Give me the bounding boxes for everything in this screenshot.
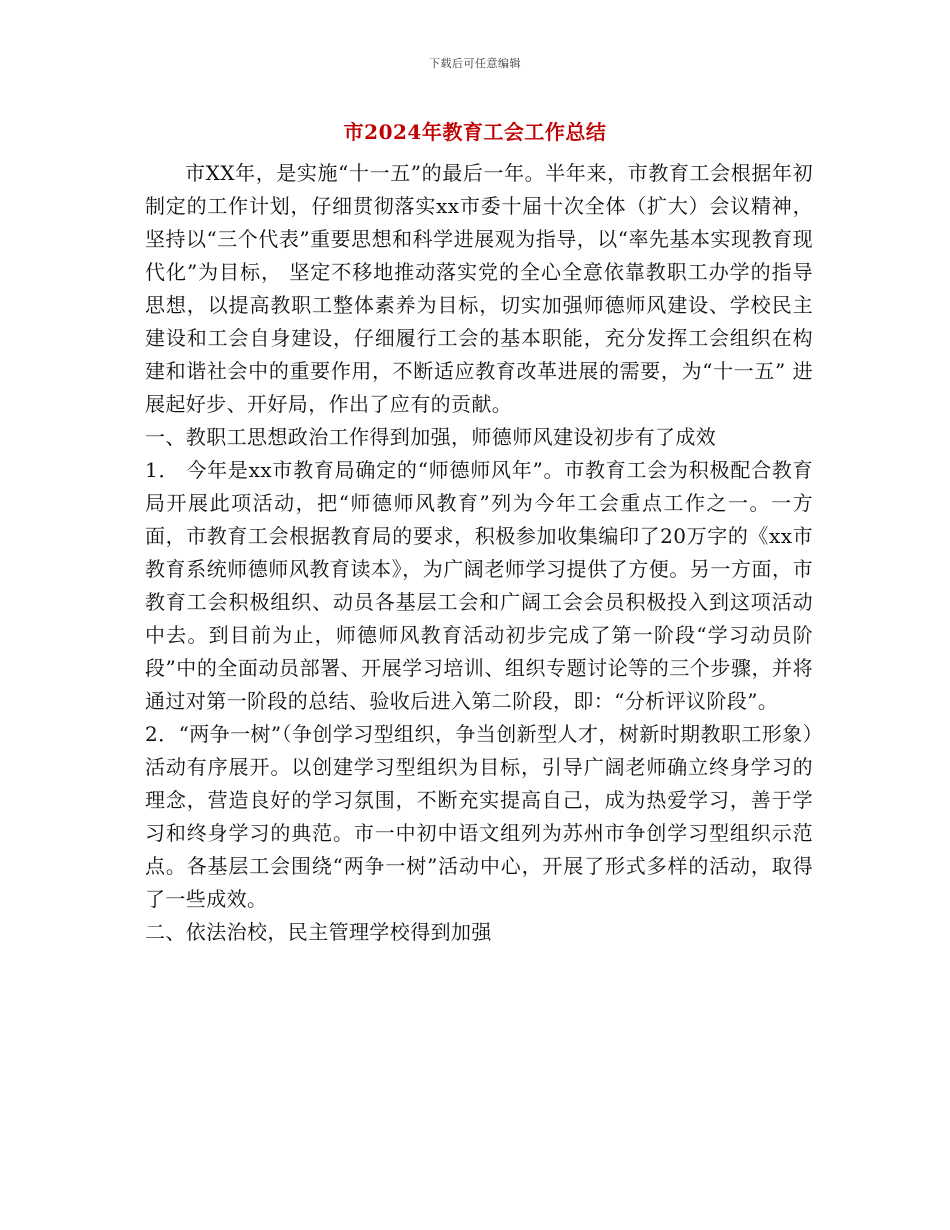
section-heading-1: 一、教职工思想政治工作得到加强，师德师风建设初步有了成效 <box>145 425 717 449</box>
numbered-paragraph-2: 2．“两争一树”（争创学习型组织，争当创新型人才，树新时期教职工形象）活动有序展开。以创建学习型组织为目标，引导广阔老师确立终身学习的理念，营造良好的学习氛围，不断充实提高自己，成为热爱学习，善于学习和终身学习的典范。市一中初中语文组列为苏州市争创学习型组织示范点。各基层工会围绕“两争一树”活动中心，开展了形式多样的活动，取得了一些成效。 <box>145 722 813 911</box>
document-body <box>145 157 813 949</box>
header-note: 下载后可任意编辑 <box>429 57 521 70</box>
intro-paragraph: 市XX年，是实施“十一五”的最后一年。半年来，市教育工会根据年初制定的工作计划，仔细贯彻落实xx市委十届十次全体（扩大）会议精神，坚持以“三个代表”重要思想和科学进展观为指导，以“率先基本实现教育现代化”为目标， 坚定不移地推动落实党的全心全意依靠教职工办学的指导思想，以提高教职工整体素养为目标，切实加强师德师风建设、学校民主建设和工会自身建设，仔细履行工会的基本职能，充分发挥工会组织在构建和谐社会中的重要作用，不断适应教育改革进展的需要，为“十一五” 进展起好步、开好局，作出了应有的贡献。 <box>145 161 813 416</box>
numbered-paragraph-1: 1． 今年是xx市教育局确定的“师德师风年”。市教育工会为积极配合教育局开展此项活动，把“师德师风教育”列为今年工会重点工作之一。一方面，市教育工会根据教育局的要求，积极参加收集编印了20万字的《xx市教育系统师德师风教育读本》，为广阔老师学习提供了方便。另一方面，市教育工会积极组织、动员各基层工会和广阔工会会员积极投入到这项活动中去。到目前为止，师德师风教育活动初步完成了第一阶段“学习动员阶段”中的全面动员部署、开展学习培训、组织专题讨论等的三个步骤，并将通过对第一阶段的总结、验收后进入第二阶段，即：“分析评议阶段”。 <box>145 458 813 713</box>
document-title: 市2024年教育工会工作总结 <box>343 120 607 144</box>
section-heading-2: 二、依法治校，民主管理学校得到加强 <box>145 920 492 944</box>
